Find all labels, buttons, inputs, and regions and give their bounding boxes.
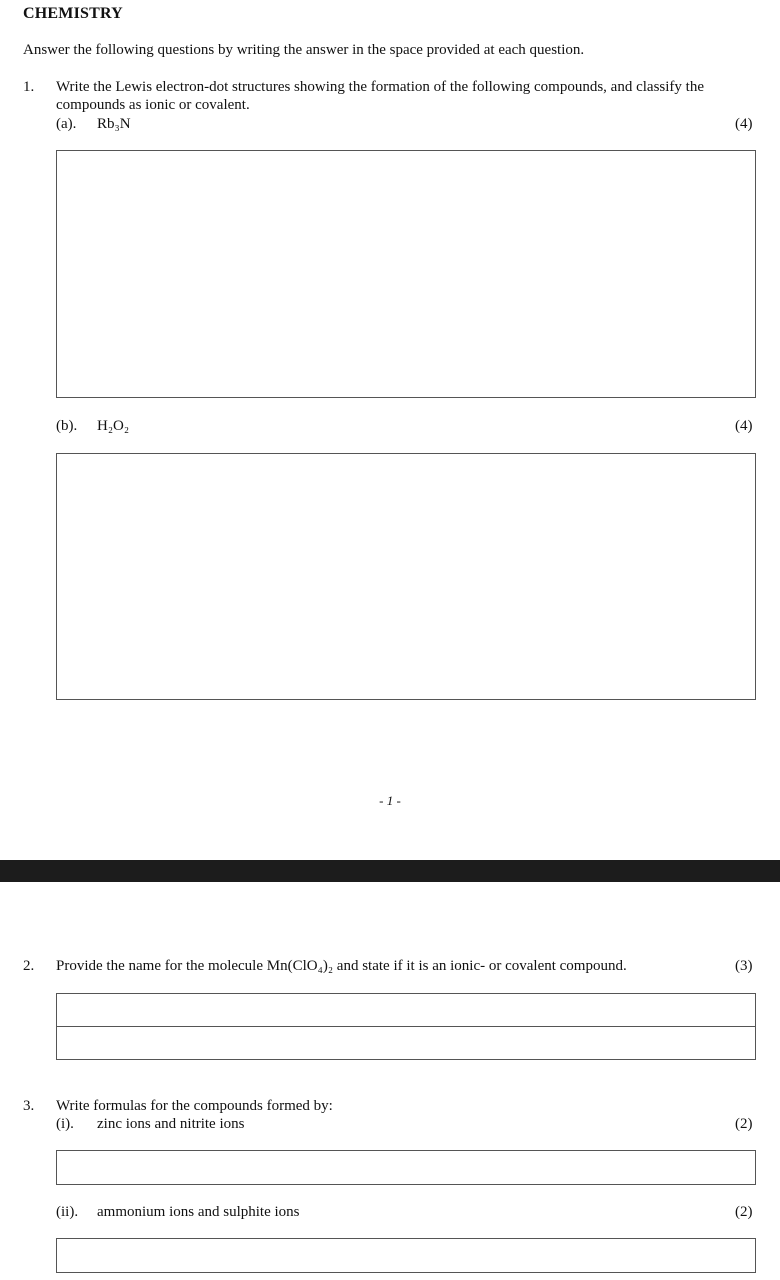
page-number: - 1 - — [379, 793, 401, 808]
answer-box-3ii[interactable] — [56, 1238, 756, 1273]
question-1-number: 1. — [23, 79, 35, 95]
question-3i-text: zinc ions and nitrite ions — [97, 1116, 245, 1132]
answer-box-3i[interactable] — [56, 1150, 756, 1185]
question-3ii-label: (ii). — [56, 1204, 79, 1220]
page-break-divider — [0, 860, 780, 882]
question-1b-marks: (4) — [735, 418, 753, 434]
answer-box-2-line2[interactable] — [56, 1026, 756, 1060]
question-1a-marks: (4) — [735, 116, 753, 132]
question-3i-label: (i). — [56, 1116, 74, 1132]
question-1b-label: (b). — [56, 418, 78, 434]
answer-box-1a[interactable] — [56, 150, 756, 398]
question-3-number: 3. — [23, 1098, 35, 1114]
question-3-text: Write formulas for the compounds formed by: — [56, 1098, 333, 1114]
question-2-number: 2. — [23, 958, 35, 974]
question-1-text-line2: compounds as ionic or covalent. — [56, 97, 250, 113]
answer-box-1b[interactable] — [56, 453, 756, 700]
question-3ii-marks: (2) — [735, 1204, 753, 1220]
question-1-text-line1: Write the Lewis electron-dot structures showing the formation of the following compounds, and classify the — [56, 79, 704, 95]
question-2-text: Provide the name for the molecule Mn(ClO₄)₂ and state if it is an ionic- or covalent compound. — [56, 958, 627, 974]
instructions: Answer the following questions by writing the answer in the space provided at each question. — [23, 42, 585, 58]
question-2-marks: (3) — [735, 958, 753, 974]
question-3i-marks: (2) — [735, 1116, 753, 1132]
page-title: CHEMISTRY — [23, 5, 123, 22]
answer-box-2-line1[interactable] — [56, 993, 756, 1027]
question-1b-formula: H₂O₂ — [97, 418, 130, 434]
question-1a-formula: Rb₃N — [97, 116, 131, 132]
question-1a-label: (a). — [56, 116, 77, 132]
question-3ii-text: ammonium ions and sulphite ions — [97, 1204, 300, 1220]
